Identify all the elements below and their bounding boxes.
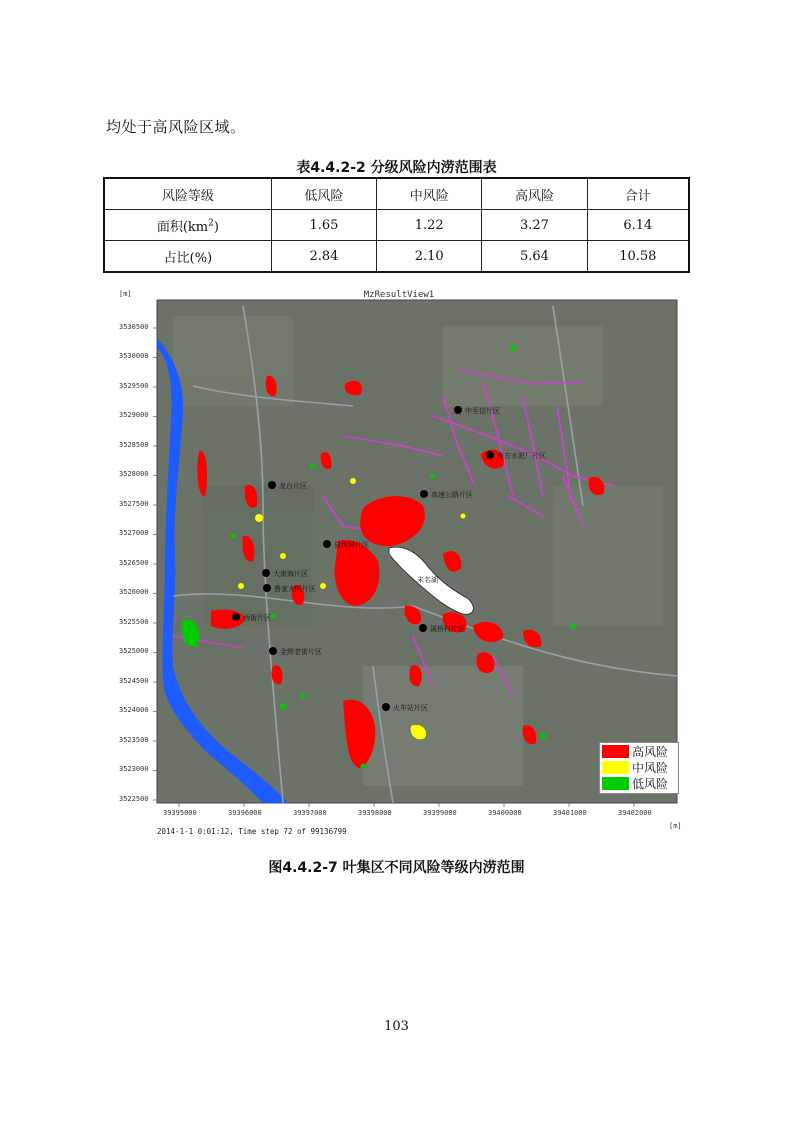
x-tick-label: 39401000 [553, 809, 587, 817]
district-label: 火车站片区 [393, 704, 428, 712]
district-marker [486, 451, 494, 459]
y-unit-label: [m] [119, 290, 132, 298]
district-marker [268, 481, 276, 489]
y-tick-label: 3528500 [119, 441, 149, 449]
y-tick-label: 3523000 [119, 765, 149, 773]
district-label: 鲁家大院片区 [274, 585, 316, 593]
y-tick-label: 3530500 [119, 323, 149, 331]
legend-item-low [602, 775, 678, 791]
x-tick-label: 39398000 [358, 809, 392, 817]
district-marker [232, 613, 240, 621]
y-tick-label: 3524000 [119, 706, 149, 714]
y-tick-label: 3529500 [119, 382, 149, 390]
y-tick-label: 3522500 [119, 795, 149, 803]
y-tick-label: 3523500 [119, 736, 149, 744]
y-tick-label: 3526000 [119, 588, 149, 596]
y-tick-label: 3528000 [119, 470, 149, 478]
y-tick-label: 3527500 [119, 500, 149, 508]
y-tick-label: 3524500 [119, 677, 149, 685]
table-cell: 2.10 [377, 241, 482, 273]
x-tick-label: 39396000 [228, 809, 262, 817]
table-row-area [104, 210, 689, 241]
table-cell: 10.58 [587, 241, 689, 273]
table-cell: 2.84 [271, 241, 376, 273]
x-tick-label: 39397000 [293, 809, 327, 817]
table-header-row [104, 178, 689, 210]
y-tick-label: 3527000 [119, 529, 149, 537]
table-caption: 表4.4.2-2 分级风险内涝范围表 [296, 160, 497, 176]
y-tick-label: 3529000 [119, 411, 149, 419]
row-label-ratio: 占比(%) [104, 241, 271, 273]
timestep-label: 2014-1-1 0:01:12, Time step 72 of 99136799 [157, 827, 347, 836]
header-cell: 低风险 [271, 178, 376, 210]
district-marker [323, 540, 331, 548]
district-label: 县传局片区 [334, 541, 369, 549]
legend-label: 低风险 [632, 776, 669, 791]
legend-swatch-medium [602, 761, 629, 774]
district-marker [262, 569, 270, 577]
district-marker [382, 703, 390, 711]
district-label: 中至信片区 [465, 407, 500, 415]
x-tick-label: 39402000 [618, 809, 652, 817]
page-number: 103 [384, 1019, 409, 1034]
risk-table [103, 177, 690, 273]
row-label-area: 面积$(km^2)$ [104, 210, 271, 241]
header-cell: 高风险 [482, 178, 587, 210]
district-marker [419, 624, 427, 632]
lake-label: 未名湖 [417, 576, 438, 584]
x-tick-label: 39395000 [163, 809, 197, 817]
legend-item-high [602, 743, 678, 759]
legend-label: 中风险 [632, 760, 669, 775]
table-cell: 1.65 [271, 210, 376, 241]
map-title: MzResultView1 [363, 290, 435, 300]
legend-item-medium [602, 759, 678, 775]
x-tick-label: 39399000 [423, 809, 457, 817]
table-row-ratio [104, 241, 689, 273]
table-cell: 3.27 [482, 210, 587, 241]
figure-caption: 图4.4.2-7 叶集区不同风险等级内涝范围 [268, 860, 525, 876]
district-label: 南方水泥厂片区 [497, 452, 546, 460]
flood-risk-map [113, 286, 685, 838]
district-marker [454, 406, 462, 414]
table-cell: 5.64 [482, 241, 587, 273]
header-cell: 风险等级 [104, 178, 271, 210]
table-cell: 6.14 [587, 210, 689, 241]
district-label: 金辉老街片区 [280, 648, 322, 656]
header-cell: 合计 [587, 178, 689, 210]
district-label: 西街片区 [243, 614, 271, 622]
legend-swatch-high [602, 745, 629, 758]
y-tick-label: 3530000 [119, 352, 149, 360]
intro-text: 均处于高风险区域。 [106, 118, 246, 136]
district-label: 大南海片区 [273, 570, 308, 578]
x-unit-label: [m] [669, 822, 682, 830]
district-marker [269, 647, 277, 655]
y-tick-label: 3525000 [119, 647, 149, 655]
district-label: 龙台片区 [279, 482, 307, 490]
district-marker [263, 584, 271, 592]
district-label: 高速公路片区 [431, 491, 473, 499]
y-tick-label: 3526500 [119, 559, 149, 567]
y-tick-label: 3525500 [119, 618, 149, 626]
legend-label: 高风险 [632, 744, 669, 759]
district-label: 溪桥村片区 [430, 625, 465, 633]
header-cell: 中风险 [377, 178, 482, 210]
map-legend [599, 742, 679, 794]
x-tick-label: 39400000 [488, 809, 522, 817]
legend-swatch-low [602, 777, 629, 790]
district-marker [420, 490, 428, 498]
table-cell: 1.22 [377, 210, 482, 241]
